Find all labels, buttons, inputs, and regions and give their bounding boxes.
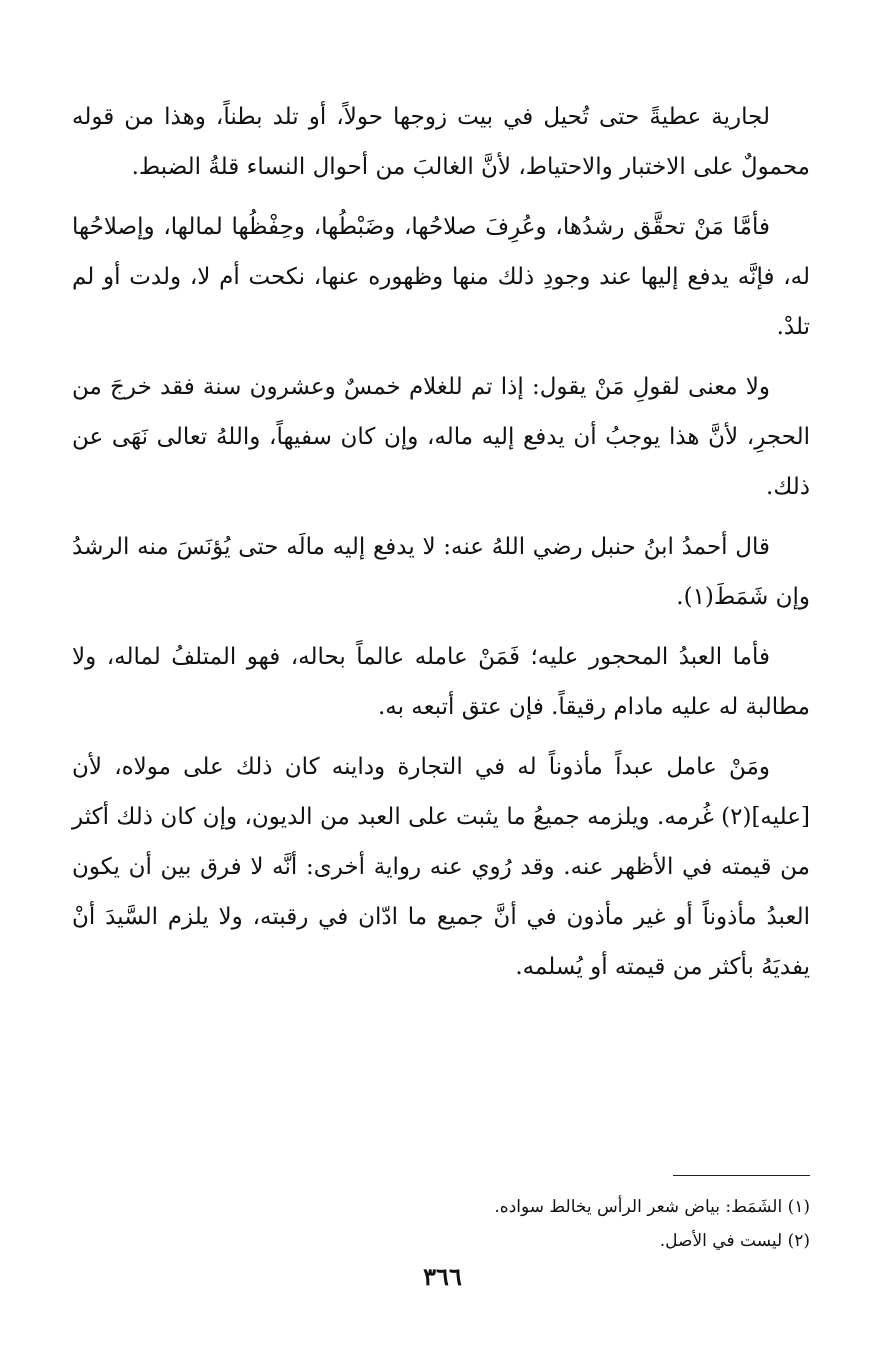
paragraph-1: لجارية عطيةً حتى تُحيل في بيت زوجها حولاً، أو تلد بطناً، وهذا من قوله محمولٌ على الاختبار والاحتياط، لأنَّ الغالبَ من أحوال النساء قلةُ الضبط.	[72, 104, 810, 180]
paragraph-3: ولا معنى لقولِ مَنْ يقول: إذا تم للغلام خمسٌ وعشرون سنة فقد خرجَ من الحجرِ، لأنَّ هذا يوجبُ أن يدفع إليه ماله، وإن كان سفيهاً، واللهُ تعالى نَهَى عن ذلك.	[72, 374, 810, 500]
paragraph-5: فأما العبدُ المحجور عليه؛ فَمَنْ عامله عالماً بحاله، فهو المتلفُ لماله، ولا مطالبة له عليه مادام رقيقاً. فإن عتق أتبعه به.	[72, 644, 810, 720]
footnote-separator	[673, 1175, 810, 1176]
page-number: ٣٦٦	[423, 1262, 462, 1291]
paragraph-6: ومَنْ عامل عبداً مأذوناً له في التجارة وداينه كان ذلك على مولاه، لأن [عليه](٢) غُرمه. ويلزمه جميعُ ما يثبت على العبد من الديون، وإن كان ذلك أكثر من قيمته في الأظهر عنه. وقد رُوي عنه رواية أخرى: أنَّه لا فرق بين أن يكون العبدُ مأذوناً أو غير مأذون في أنَّ جميع ما ادّان في رقبته، ولا يلزم السَّيدَ أنْ يفديَهُ بأكثر من قيمته أو يُسلمه.	[72, 754, 810, 980]
footnotes	[72, 1190, 810, 1258]
main-text	[72, 92, 810, 1002]
footnote-1: (١) الشَمَط: بياض شعر الرأس يخالط سواده.	[494, 1197, 810, 1217]
paragraph-2: فأمَّا مَنْ تحقَّق رشدُها، وعُرِفَ صلاحُها، وضَبْطُها، وحِفْظُها لمالها، وإصلاحُها له، فإنَّه يدفع إليها عند وجودِ ذلك منها وظهوره عنها، نكحت أم لا، ولدت أو لم تلدْ.	[72, 214, 810, 340]
footnote-2: (٢) ليست في الأصل.	[659, 1231, 810, 1251]
paragraph-4: قال أحمدُ ابنُ حنبل رضي اللهُ عنه: لا يدفع إليه مالَه حتى يُؤنَسَ منه الرشدُ وإن شَمَطَ(١).	[72, 534, 810, 610]
